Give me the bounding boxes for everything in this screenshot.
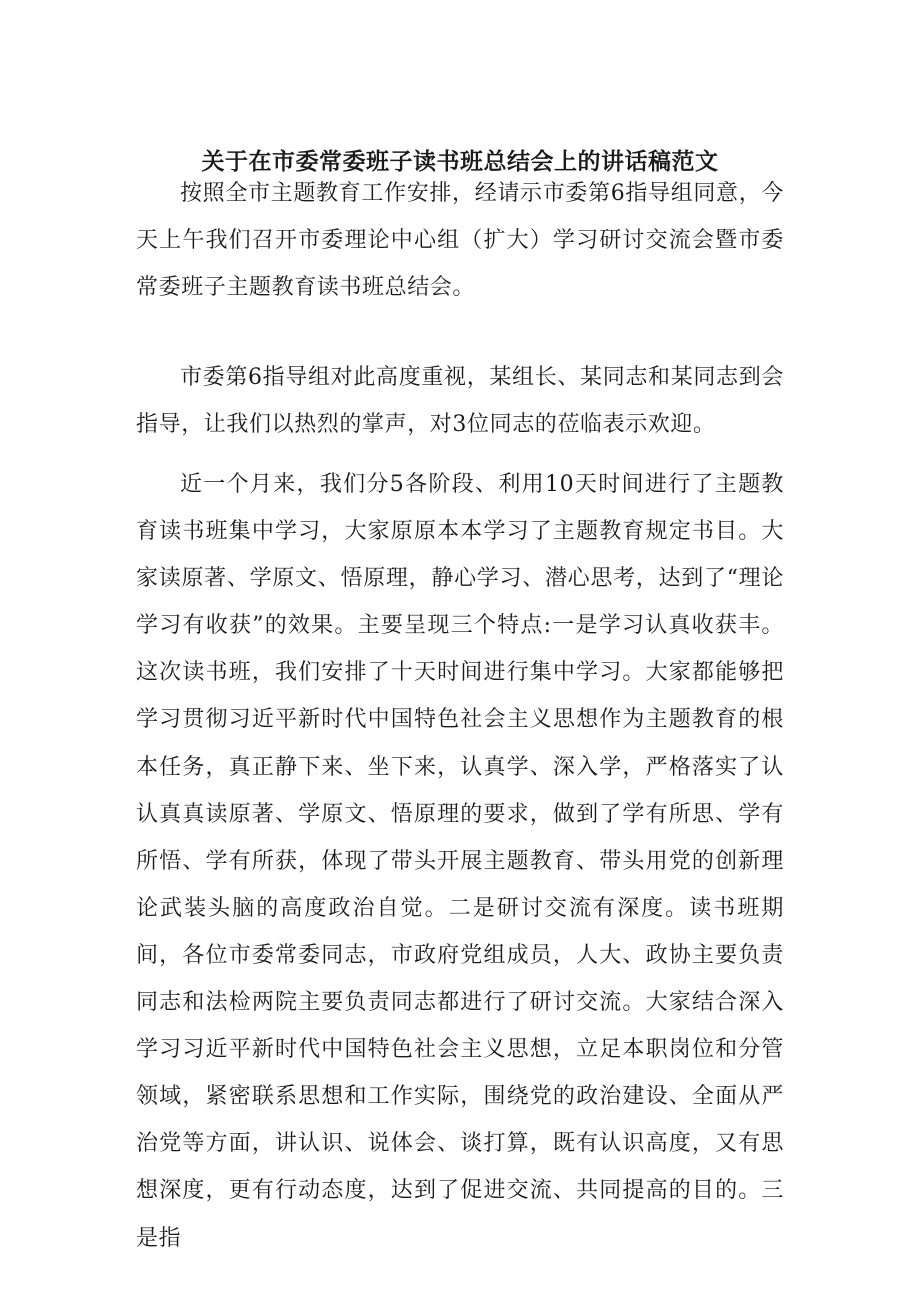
paragraph-welcome: 市委第6指导组对此高度重视，某组长、某同志和某同志到会指导，让我们以热烈的掌声，对3位同志的莅临表示欢迎。 [136, 365, 784, 438]
paragraph-summary: 近一个月来，我们分5各阶段、利用10天时间进行了主题教育读书班集中学习，大家原原本本学习了主题教育规定书目。大家读原著、学原文、悟原理，静心学习、潜心思考，达到了“理论学习有收获”的效果。主要呈现三个特点:一是学习认真收获丰。这次读书班，我们安排了十天时间进行集中学习。大家都能够把学习贯彻习近平新时代中国特色社会主义思想作为主题教育的根本任务，真正静下来、坐下来，认真学、深入学，严格落实了认认真真读原著、学原文、悟原理的要求，做到了学有所思、学有所悟、学有所获，体现了带头开展主题教育、带头用党的创新理论武装头脑的高度政治自觉。二是研讨交流有深度。读书班期间，各位市委常委同志，市政府党组成员，人大、政协主要负责同志和法检两院主要负责同志都进行了研讨交流。大家结合深入学习习近平新时代中国特色社会主义思想，立足本职岗位和分管领域，紧密联系思想和工作实际，围绕党的政治建设、全面从严治党等方面，讲认识、说体会、谈打算，既有认识高度，又有思想深度，更有行动态度，达到了促进交流、共同提高的目的。三是指 [136, 472, 784, 1251]
document-title: 关于在市委常委班子读书班总结会上的讲话稿范文 [201, 149, 719, 175]
paragraph-intro: 按照全市主题教育工作安排，经请示市委第6指导组同意，今天上午我们召开市委理论中心组（扩大）学习研讨交流会暨市委常委班子主题教育读书班总结会。 [136, 181, 784, 301]
